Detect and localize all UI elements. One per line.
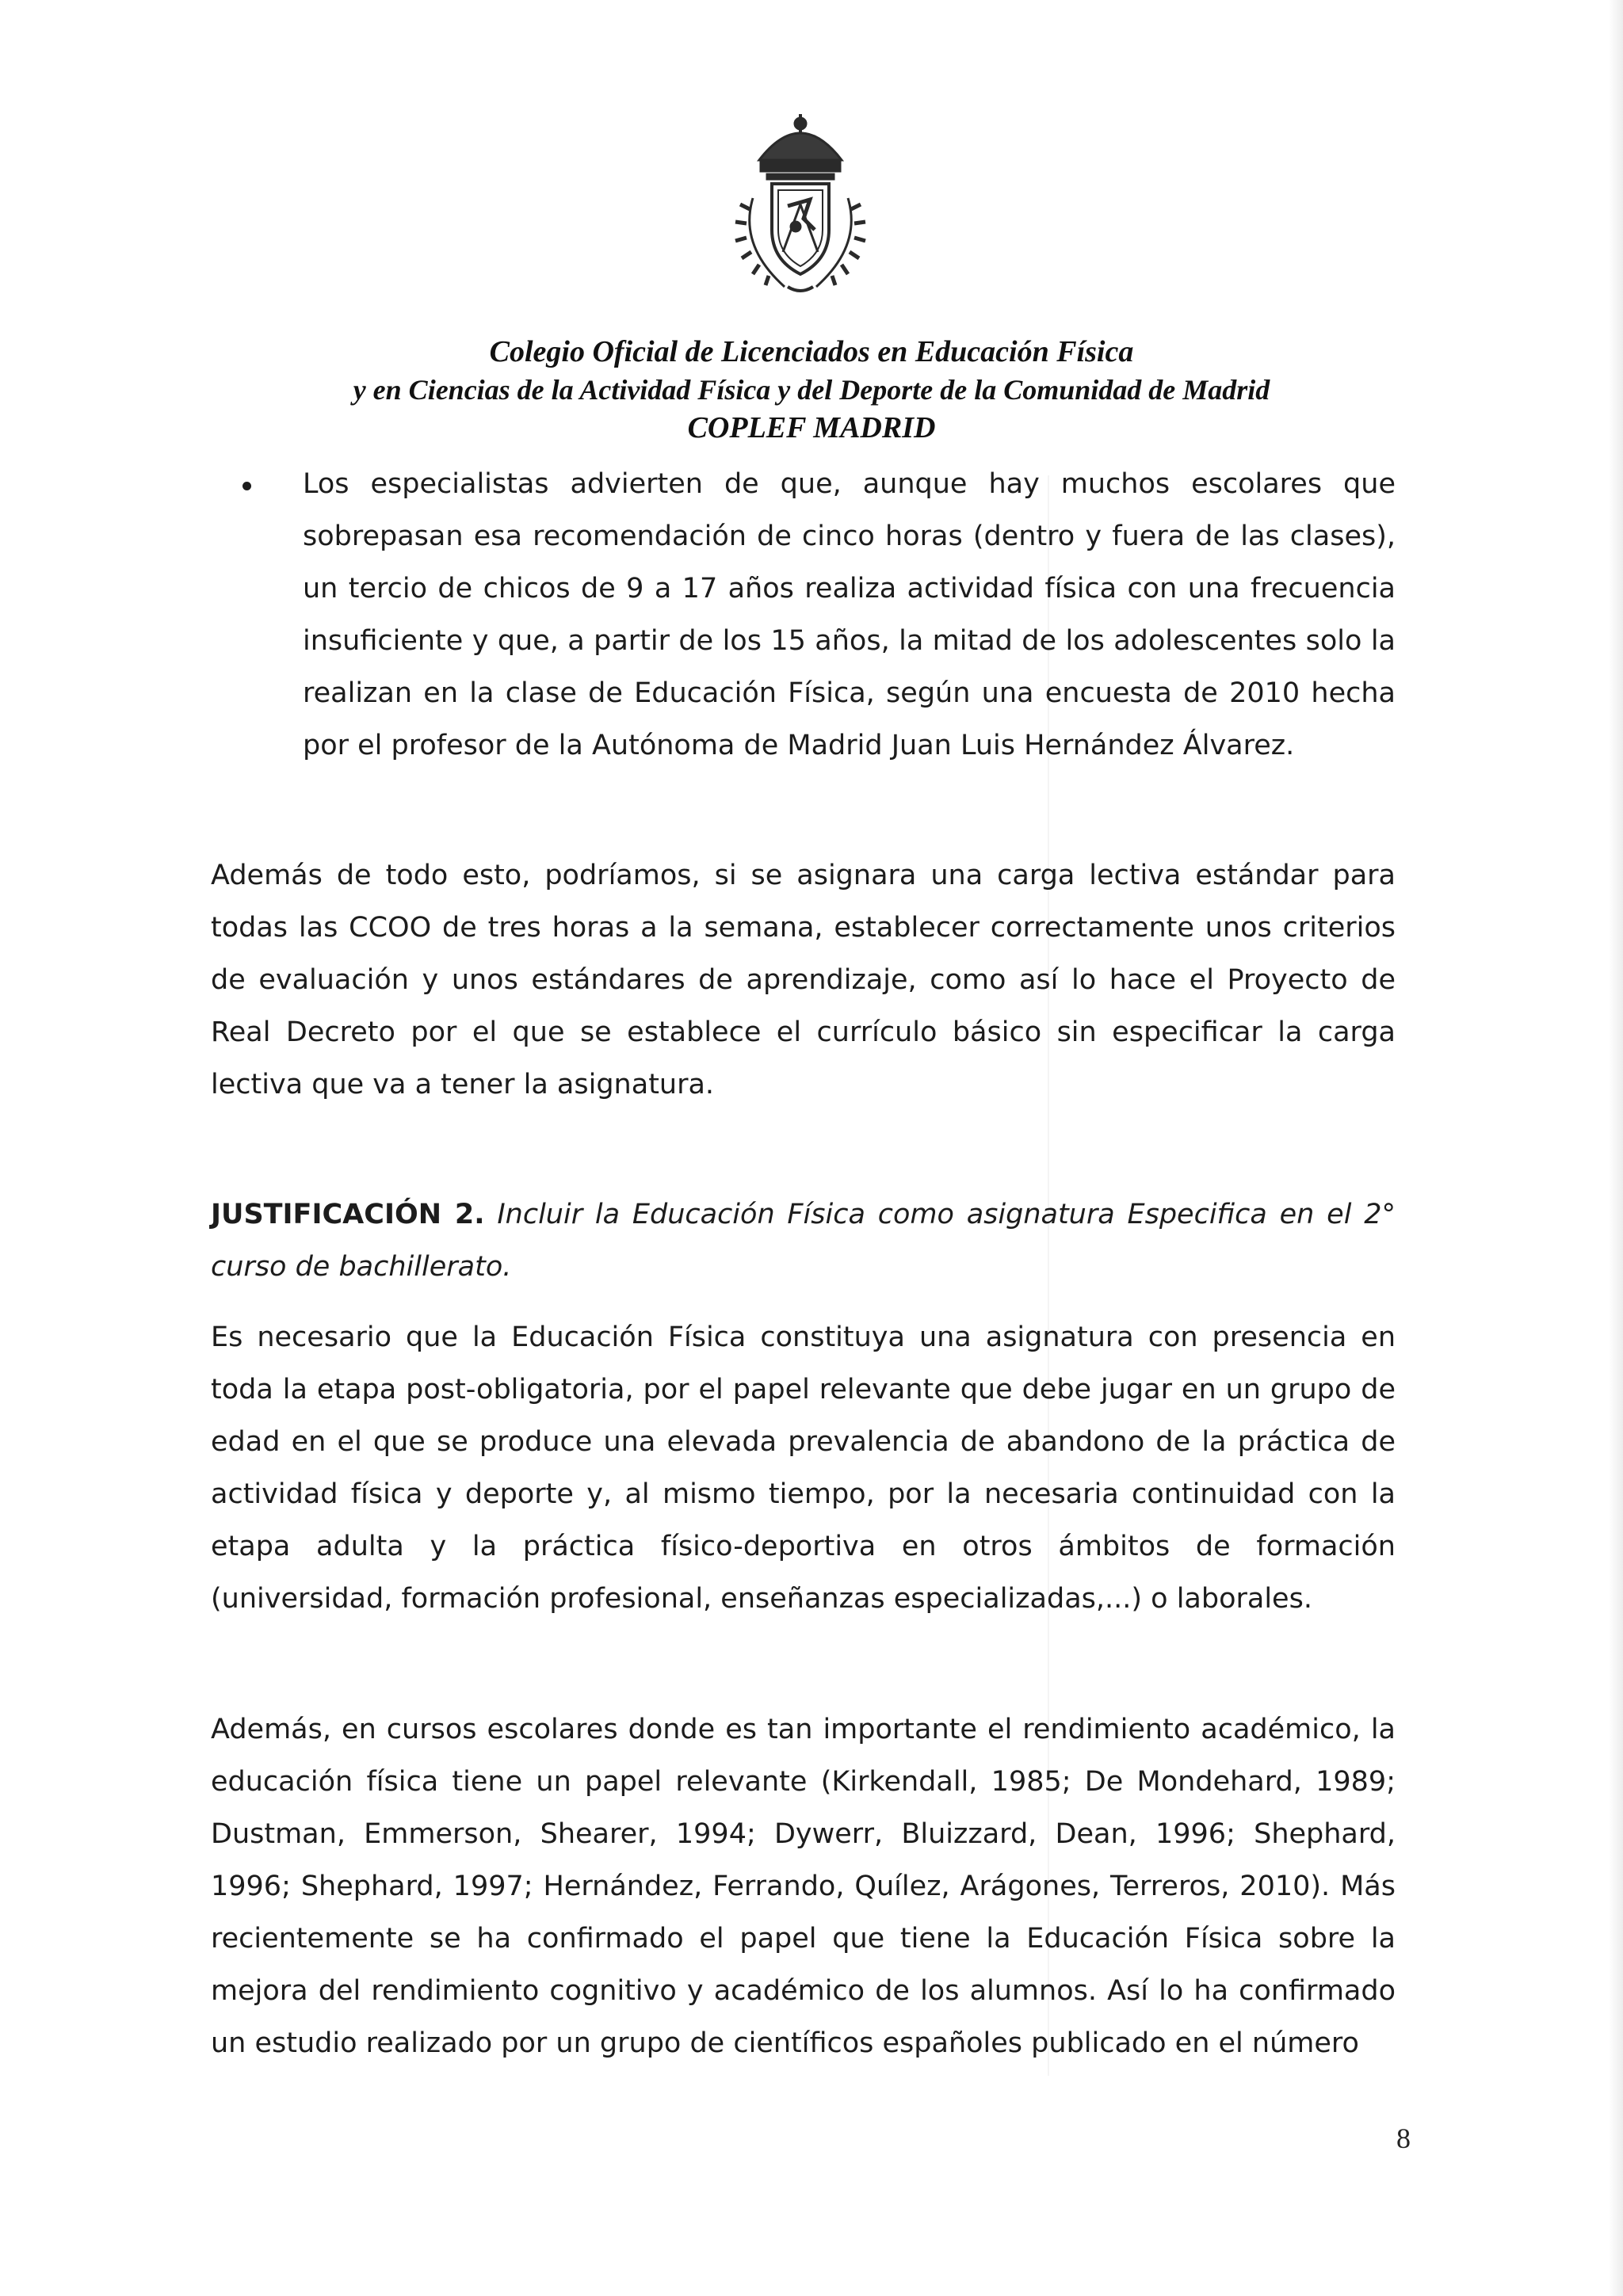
justification-heading xyxy=(211,1188,1396,1293)
page-number: 8 xyxy=(1396,2122,1411,2154)
paragraph-3: Además, en cursos escolares donde es tan importante el rendimiento académico, la educación física tiene un papel relevante (Kirkendall, 1985; De Mondehard, 1989; Dustman, Emmerson, Shearer, 1994; Dywerr, Bluizzard, Dean, 1996; Shephard, 1996; Shephard, 1997; Hernández, Ferrando, Quílez, Arágones, Terreros, 2010). Más recientemente se ha confirmado el papel que tiene la Educación Física sobre la mejora del rendimiento cognitivo y académico de los alumnos. Así lo ha confirmado un estudio realizado por un grupo de científicos españoles publicado en el número xyxy=(211,1714,1396,2059)
bullet-text: Los especialistas advierten de que, aunque hay muchos escolares que sobrepasan esa recomendación de cinco horas (dentro y fuera de las clases), un tercio de chicos de 9 a 17 años realiza actividad física con una frecuencia insuficiente y que, a partir de los 15 años, la mitad de los adolescentes solo la realizan en la clase de Educación Física, según una encuesta de 2010 hecha por el profesor de la Autónoma de Madrid Juan Luis Hernández Álvarez. xyxy=(303,468,1396,761)
bullet-dot-icon xyxy=(242,482,251,490)
paragraph-1: Además de todo esto, podríamos, si se asignara una carga lectiva estándar para todas las CCOO de tres horas a la semana, establecer correctamente unos criterios de evaluación y unos estándares de aprendizaje, como así lo hace el Proyecto de Real Decreto por el que se establece el currículo básico sin especificar la carga lectiva que va a tener la asignatura. xyxy=(211,860,1396,1100)
bullet-item xyxy=(242,458,1396,772)
institution-header xyxy=(0,333,1623,447)
header-line-2: y en Ciencias de la Actividad Física y del Deporte de la Comunidad de Madrid xyxy=(353,374,1270,406)
header-line-1: Colegio Oficial de Licenciados en Educación Física xyxy=(489,335,1134,368)
crowned-seal-with-laurel-icon xyxy=(721,111,880,301)
justification-title: Incluir la Educación Física como asignatura Especifica en el 2° curso de bachillerato. xyxy=(211,1199,1396,1283)
justification-label: JUSTIFICACIÓN 2. xyxy=(211,1199,485,1230)
paragraph-2: Es necesario que la Educación Física constituya una asignatura con presencia en toda la etapa post-obligatoria, por el papel relevante que debe jugar en un grupo de edad en el que se produce una elevada prevalencia de abandono de la práctica de actividad física y deporte y, al mismo tiempo, por la necesaria continuidad con la etapa adulta y la práctica físico-deportiva en otros ámbitos de formación (universidad, formación profesional, enseñanzas especializadas,...) o laborales. xyxy=(211,1322,1396,1615)
header-line-3: COPLEF MADRID xyxy=(687,411,936,444)
